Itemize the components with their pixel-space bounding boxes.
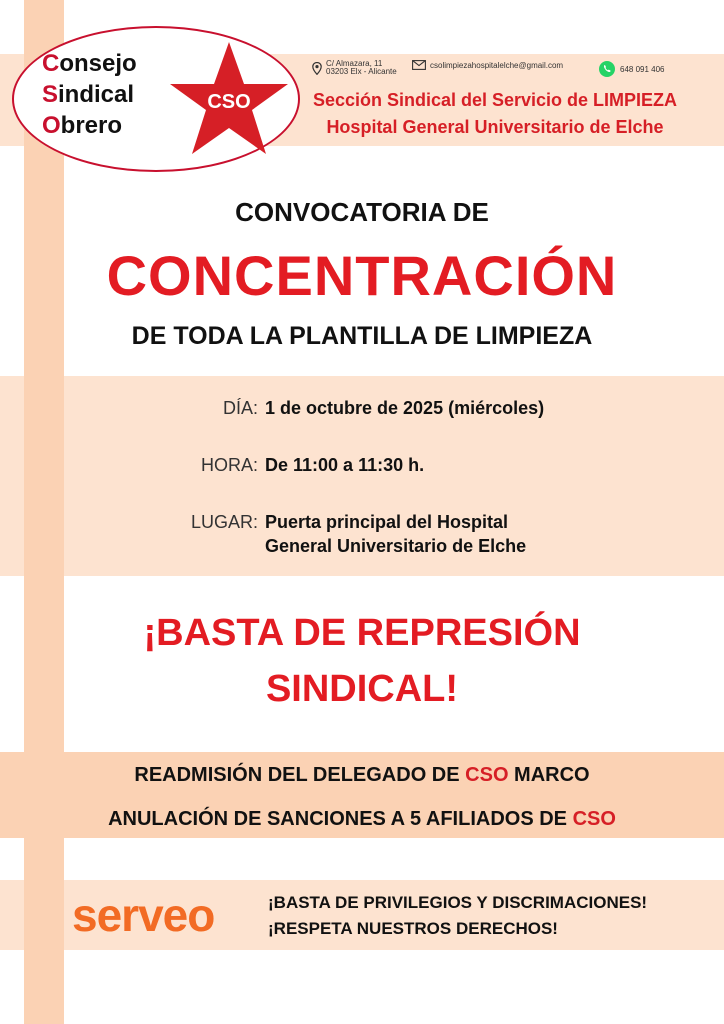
convocatoria-heading: CONVOCATORIA DE bbox=[235, 197, 489, 227]
slogan-line-1: ¡BASTA DE REPRESIÓN bbox=[143, 612, 581, 654]
place-value bbox=[265, 510, 526, 558]
demand-readmission: READMISIÓN DEL DELEGADO DE CSO MARCO bbox=[134, 764, 590, 786]
place-value-line-2: General Universitario de Elche bbox=[265, 536, 527, 556]
serveo-logo: serveo bbox=[72, 889, 215, 941]
svg-text:CSO: CSO bbox=[207, 91, 251, 113]
place-label: LUGAR: bbox=[190, 512, 258, 532]
star-icon bbox=[166, 38, 292, 162]
day-value: 1 de octubre de 2025 (miércoles) bbox=[265, 398, 545, 418]
time-value: De 11:00 a 11:30 h. bbox=[265, 455, 425, 475]
email-info bbox=[412, 60, 563, 70]
email-address: csolimpiezahospitalelche@gmail.com bbox=[430, 60, 564, 70]
time-label: HORA: bbox=[200, 455, 258, 475]
whatsapp-icon bbox=[598, 60, 616, 78]
demand-annulment: ANULACIÓN DE SANCIONES A 5 AFILIADOS DE CSO bbox=[108, 808, 616, 830]
day-label: DÍA: bbox=[222, 398, 258, 418]
cso-logo bbox=[12, 26, 300, 172]
phone-number: 648 091 406 bbox=[620, 64, 665, 74]
closing-line-1: ¡BASTA DE PRIVILEGIOS Y DISCRIMACIONES! bbox=[268, 893, 648, 912]
phone-info bbox=[598, 60, 665, 78]
main-title: CONCENTRACIÓN bbox=[106, 244, 618, 307]
vertical-stripe bbox=[24, 0, 64, 1024]
slogan-line-2: SINDICAL! bbox=[265, 668, 459, 710]
closing-line-2: ¡RESPETA NUESTROS DERECHOS! bbox=[268, 919, 558, 938]
address-line-1: C/ Almazara, 11 bbox=[326, 59, 383, 68]
envelope-icon bbox=[412, 60, 426, 70]
section-name: Sección Sindical del Servicio de LIMPIEZA bbox=[312, 90, 678, 110]
place-value-line-1: Puerta principal del Hospital bbox=[265, 512, 509, 532]
location-pin-icon bbox=[312, 62, 322, 75]
address-info bbox=[312, 60, 397, 76]
logo-wordmark: Consejo Sindical Obrero bbox=[42, 50, 137, 139]
hospital-name: Hospital General Universitario de Elche bbox=[326, 117, 664, 137]
subtitle: DE TODA LA PLANTILLA DE LIMPIEZA bbox=[131, 322, 593, 350]
address-line-2: 03203 Elx - Alicante bbox=[326, 67, 397, 76]
